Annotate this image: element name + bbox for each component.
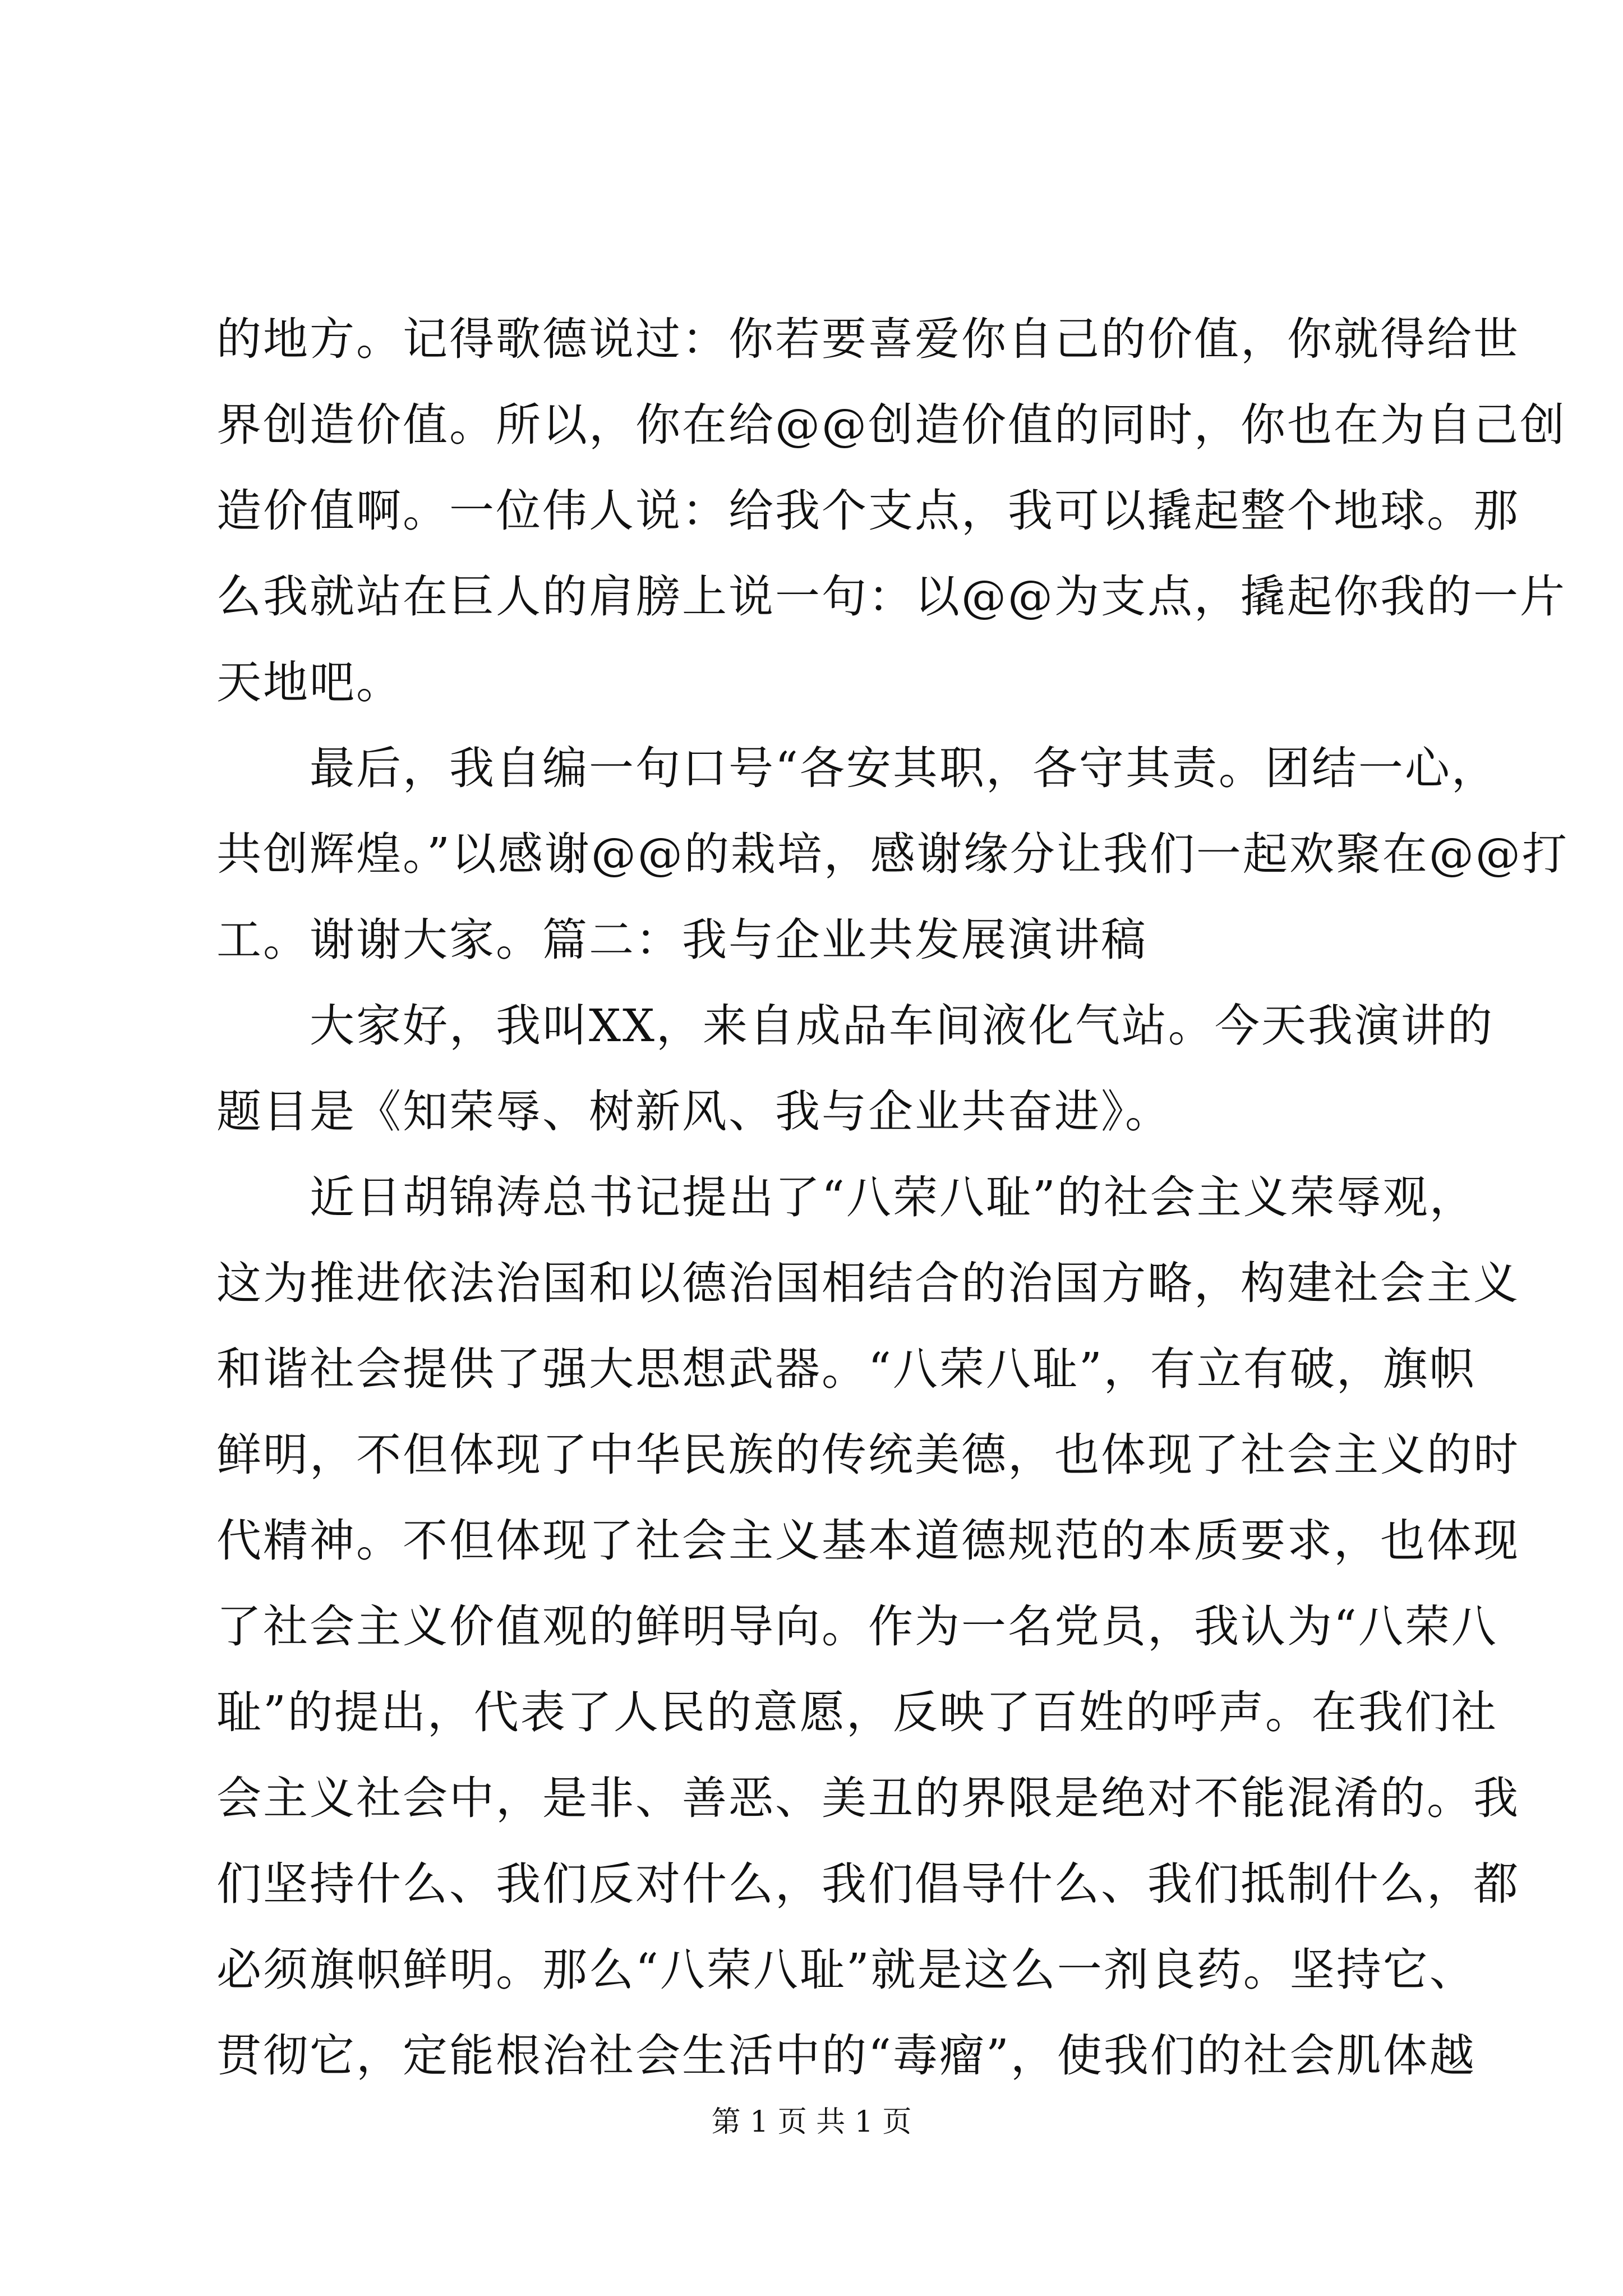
page-footer: 第 1 页 共 1 页 <box>711 2105 912 2139</box>
text-line: 共创辉煌。”以感谢@@的栽培，感谢缘分让我们一起欢聚在@@打 <box>216 828 1569 880</box>
text-line: 大家好，我叫XX，来自成品车间液化气站。今天我演讲的 <box>216 1000 1494 1052</box>
text-line: 么我就站在巨人的肩膀上说一句：以@@为支点，撬起你我的一片 <box>216 570 1566 623</box>
text-line: 这为推进依法治国和以德治国相结合的治国方略，构建社会主义 <box>216 1257 1520 1309</box>
text-line: 界创造价值。所以，你在给@@创造价值的同时，你也在为自己创 <box>216 399 1566 451</box>
text-line: 必须旗帜鲜明。那么“八荣八耻”就是这么一剂良药。坚持它、 <box>216 1944 1476 1996</box>
text-line: 鲜明，不但体现了中华民族的传统美德，也体现了社会主义的时 <box>216 1429 1520 1481</box>
text-line: 和谐社会提供了强大思想武器。“八荣八耻”，有立有破，旗帜 <box>216 1343 1476 1395</box>
text-line: 耻”的提出，代表了人民的意愿，反映了百姓的呼声。在我们社 <box>216 1686 1498 1738</box>
text-line: 工。谢谢大家。篇二：我与企业共发展演讲稿 <box>216 914 1147 966</box>
text-line: 代精神。不但体现了社会主义基本道德规范的本质要求，也体现 <box>216 1515 1520 1567</box>
text-line: 题目是《知荣辱、树新风、我与企业共奋进》。 <box>216 1085 1172 1138</box>
text-line: 最后，我自编一句口号“各安其职，各守其责。团结一心， <box>216 742 1498 794</box>
text-line: 贯彻它，定能根治社会生活中的“毒瘤”，使我们的社会肌体越 <box>216 2030 1476 2082</box>
text-line: 们坚持什么、我们反对什么，我们倡导什么、我们抵制什么，都 <box>216 1858 1520 1910</box>
text-line: 造价值啊。一位伟人说：给我个支点，我可以撬起整个地球。那 <box>216 485 1520 537</box>
text-line: 会主义社会中，是非、善恶、美丑的界限是绝对不能混淆的。我 <box>216 1772 1520 1824</box>
text-line: 近日胡锦涛总书记提出了“八荣八耻”的社会主义荣辱观， <box>216 1171 1476 1223</box>
text-line: 天地吧。 <box>216 656 403 708</box>
body-text <box>216 296 1569 2099</box>
text-line: 的地方。记得歌德说过：你若要喜爱你自己的价值，你就得给世 <box>216 313 1520 365</box>
text-line: 了社会主义价值观的鲜明导向。作为一名党员，我认为“八荣八 <box>216 1600 1498 1653</box>
